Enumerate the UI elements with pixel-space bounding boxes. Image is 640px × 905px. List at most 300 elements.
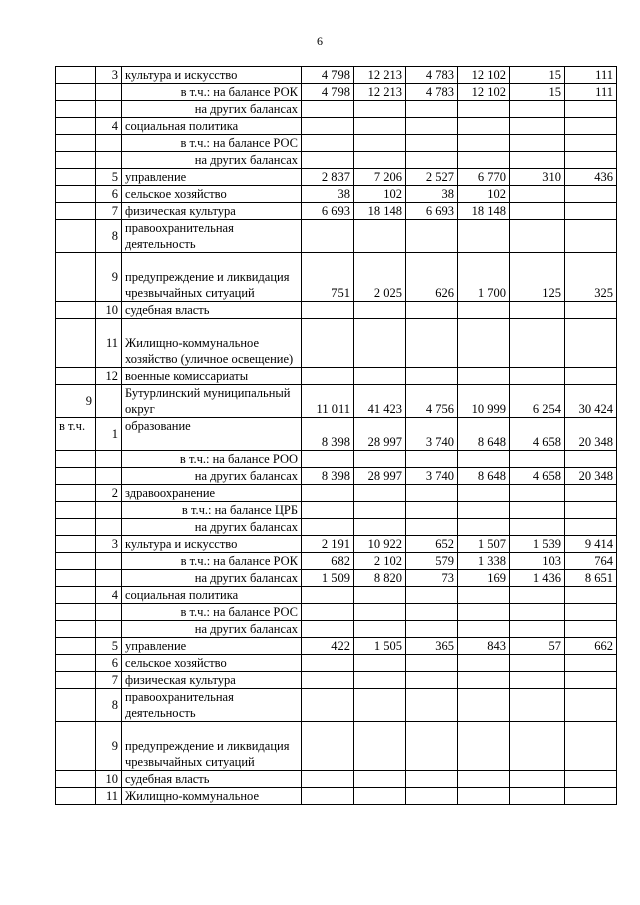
table-row — [56, 220, 617, 253]
value-cell: 15 — [510, 67, 565, 84]
value-cell — [354, 587, 406, 604]
row-number: 8 — [96, 689, 122, 722]
value-cell: 6 770 — [458, 169, 510, 186]
row-number: 4 — [96, 118, 122, 135]
value-cell: 4 658 — [510, 418, 565, 451]
row-number: 6 — [96, 186, 122, 203]
value-cell — [406, 368, 458, 385]
value-cell: 626 — [406, 253, 458, 302]
value-cell: 30 424 — [565, 385, 617, 418]
value-cell: 169 — [458, 570, 510, 587]
value-cell — [510, 101, 565, 118]
row-number: 11 — [96, 788, 122, 805]
value-cell — [510, 203, 565, 220]
value-cell — [354, 771, 406, 788]
value-cell: 12 102 — [458, 84, 510, 101]
value-cell — [406, 621, 458, 638]
value-cell — [565, 451, 617, 468]
value-cell: 102 — [458, 186, 510, 203]
row-group-label — [56, 186, 96, 203]
value-cell: 41 423 — [354, 385, 406, 418]
value-cell: 12 213 — [354, 67, 406, 84]
value-cell — [406, 788, 458, 805]
value-cell — [406, 451, 458, 468]
value-cell — [354, 689, 406, 722]
value-cell — [565, 368, 617, 385]
value-cell: 1 507 — [458, 536, 510, 553]
value-cell — [565, 152, 617, 169]
value-cell: 2 191 — [302, 536, 354, 553]
row-name: в т.ч.: на балансе РОК — [122, 553, 302, 570]
value-cell: 652 — [406, 536, 458, 553]
table-row — [56, 722, 617, 771]
value-cell — [565, 135, 617, 152]
row-number: 8 — [96, 220, 122, 253]
row-number: 7 — [96, 203, 122, 220]
row-group-label — [56, 368, 96, 385]
value-cell — [510, 502, 565, 519]
value-cell: 9 414 — [565, 536, 617, 553]
value-cell — [302, 519, 354, 536]
row-group-label — [56, 468, 96, 485]
row-name: управление — [122, 638, 302, 655]
value-cell: 2 837 — [302, 169, 354, 186]
value-cell: 38 — [302, 186, 354, 203]
page-number: 6 — [317, 34, 323, 48]
value-cell — [406, 485, 458, 502]
value-cell — [510, 135, 565, 152]
value-cell: 365 — [406, 638, 458, 655]
value-cell — [406, 220, 458, 253]
value-cell — [302, 118, 354, 135]
value-cell — [510, 368, 565, 385]
value-cell — [354, 604, 406, 621]
value-cell: 4 783 — [406, 84, 458, 101]
value-cell — [458, 220, 510, 253]
value-cell — [510, 771, 565, 788]
value-cell — [302, 788, 354, 805]
row-group-label — [56, 502, 96, 519]
row-name: сельское хозяйство — [122, 655, 302, 672]
value-cell: 8 820 — [354, 570, 406, 587]
value-cell — [565, 203, 617, 220]
table-row — [56, 135, 617, 152]
value-cell — [565, 302, 617, 319]
value-cell: 4 756 — [406, 385, 458, 418]
value-cell — [406, 771, 458, 788]
value-cell — [354, 152, 406, 169]
value-cell — [565, 672, 617, 689]
value-cell: 73 — [406, 570, 458, 587]
row-name: социальная политика — [122, 118, 302, 135]
value-cell: 1 539 — [510, 536, 565, 553]
row-name: на других балансах — [122, 621, 302, 638]
value-cell — [565, 502, 617, 519]
value-cell — [510, 788, 565, 805]
value-cell: 2 102 — [354, 553, 406, 570]
value-cell: 579 — [406, 553, 458, 570]
value-cell — [354, 368, 406, 385]
value-cell — [565, 587, 617, 604]
value-cell: 20 348 — [565, 418, 617, 451]
value-cell — [458, 689, 510, 722]
value-cell: 28 997 — [354, 468, 406, 485]
table-row — [56, 418, 617, 451]
value-cell: 102 — [354, 186, 406, 203]
value-cell: 10 999 — [458, 385, 510, 418]
value-cell: 4 658 — [510, 468, 565, 485]
value-cell — [458, 587, 510, 604]
value-cell: 662 — [565, 638, 617, 655]
value-cell: 38 — [406, 186, 458, 203]
table-row — [56, 672, 617, 689]
table-row — [56, 553, 617, 570]
value-cell: 751 — [302, 253, 354, 302]
row-number: 3 — [96, 67, 122, 84]
value-cell — [565, 689, 617, 722]
value-cell — [510, 118, 565, 135]
row-name: Бутурлинский муниципальный округ — [122, 385, 302, 418]
row-number: 5 — [96, 638, 122, 655]
table-row — [56, 169, 617, 186]
value-cell — [458, 672, 510, 689]
row-name: на других балансах — [122, 152, 302, 169]
value-cell — [302, 152, 354, 169]
value-cell — [302, 771, 354, 788]
table-row — [56, 152, 617, 169]
table-row — [56, 536, 617, 553]
value-cell: 11 011 — [302, 385, 354, 418]
value-cell — [510, 722, 565, 771]
value-cell — [458, 788, 510, 805]
value-cell — [354, 672, 406, 689]
row-name: предупреждение и ликвидация чрезвычайных ситуаций — [122, 722, 302, 771]
value-cell — [302, 722, 354, 771]
value-cell — [510, 220, 565, 253]
row-name: судебная власть — [122, 302, 302, 319]
value-cell — [458, 604, 510, 621]
value-cell — [458, 118, 510, 135]
value-cell — [565, 519, 617, 536]
value-cell: 1 436 — [510, 570, 565, 587]
value-cell — [302, 485, 354, 502]
row-number — [96, 101, 122, 118]
value-cell: 103 — [510, 553, 565, 570]
row-number: 9 — [96, 253, 122, 302]
row-group-label — [56, 118, 96, 135]
table-row — [56, 203, 617, 220]
table-row — [56, 101, 617, 118]
value-cell: 325 — [565, 253, 617, 302]
value-cell — [458, 135, 510, 152]
row-group-label — [56, 67, 96, 84]
row-name: Жилищно-коммунальное — [122, 788, 302, 805]
row-number — [96, 570, 122, 587]
value-cell: 111 — [565, 67, 617, 84]
table-row — [56, 186, 617, 203]
row-group-label — [56, 101, 96, 118]
row-group-label — [56, 553, 96, 570]
row-name: в т.ч.: на балансе РОС — [122, 604, 302, 621]
row-number — [96, 385, 122, 418]
value-cell — [458, 485, 510, 502]
table-row — [56, 118, 617, 135]
table-row — [56, 385, 617, 418]
value-cell — [302, 655, 354, 672]
row-name: социальная политика — [122, 587, 302, 604]
value-cell: 8 651 — [565, 570, 617, 587]
value-cell — [354, 655, 406, 672]
value-cell — [510, 689, 565, 722]
row-number — [96, 152, 122, 169]
value-cell — [458, 722, 510, 771]
value-cell — [406, 101, 458, 118]
value-cell — [565, 101, 617, 118]
value-cell — [302, 319, 354, 368]
row-group-label — [56, 485, 96, 502]
row-number — [96, 502, 122, 519]
row-group-label — [56, 638, 96, 655]
table-row — [56, 67, 617, 84]
value-cell — [406, 502, 458, 519]
value-cell — [406, 604, 458, 621]
row-number: 12 — [96, 368, 122, 385]
value-cell — [354, 220, 406, 253]
row-number: 6 — [96, 655, 122, 672]
value-cell — [354, 118, 406, 135]
row-name: на других балансах — [122, 570, 302, 587]
value-cell — [458, 655, 510, 672]
row-group-label — [56, 152, 96, 169]
row-name: военные комиссариаты — [122, 368, 302, 385]
value-cell — [302, 502, 354, 519]
value-cell — [565, 220, 617, 253]
value-cell: 4 798 — [302, 84, 354, 101]
table-row — [56, 519, 617, 536]
value-cell: 7 206 — [354, 169, 406, 186]
value-cell — [354, 788, 406, 805]
value-cell — [510, 519, 565, 536]
value-cell — [510, 451, 565, 468]
row-number: 9 — [96, 722, 122, 771]
row-name: в т.ч.: на балансе ЦРБ — [122, 502, 302, 519]
row-name: управление — [122, 169, 302, 186]
value-cell — [354, 722, 406, 771]
value-cell: 18 148 — [458, 203, 510, 220]
value-cell — [406, 519, 458, 536]
table-row — [56, 368, 617, 385]
value-cell — [354, 319, 406, 368]
table-row — [56, 302, 617, 319]
row-group-label: в т.ч. — [56, 418, 96, 451]
value-cell: 111 — [565, 84, 617, 101]
value-cell — [406, 587, 458, 604]
table-row — [56, 655, 617, 672]
value-cell — [302, 587, 354, 604]
row-group-label — [56, 689, 96, 722]
row-number: 4 — [96, 587, 122, 604]
row-number: 10 — [96, 302, 122, 319]
value-cell — [302, 101, 354, 118]
value-cell — [565, 655, 617, 672]
value-cell — [510, 319, 565, 368]
value-cell — [302, 302, 354, 319]
table-row — [56, 587, 617, 604]
value-cell — [302, 672, 354, 689]
row-number — [96, 468, 122, 485]
value-cell — [458, 368, 510, 385]
value-cell — [354, 302, 406, 319]
row-name: в т.ч.: на балансе РОО — [122, 451, 302, 468]
row-name: физическая культура — [122, 203, 302, 220]
row-name: предупреждение и ликвидация чрезвычайных ситуаций — [122, 253, 302, 302]
value-cell — [510, 672, 565, 689]
value-cell: 12 213 — [354, 84, 406, 101]
row-group-label — [56, 788, 96, 805]
value-cell: 6 254 — [510, 385, 565, 418]
value-cell: 1 509 — [302, 570, 354, 587]
value-cell: 3 740 — [406, 468, 458, 485]
row-number — [96, 553, 122, 570]
value-cell: 12 102 — [458, 67, 510, 84]
row-name: Жилищно-коммунальное хозяйство (уличное освещение) — [122, 319, 302, 368]
value-cell — [510, 655, 565, 672]
row-group-label — [56, 519, 96, 536]
value-cell — [565, 186, 617, 203]
value-cell — [458, 621, 510, 638]
value-cell — [565, 604, 617, 621]
value-cell — [458, 502, 510, 519]
value-cell — [406, 689, 458, 722]
table-row — [56, 319, 617, 368]
value-cell — [406, 152, 458, 169]
value-cell: 57 — [510, 638, 565, 655]
value-cell — [565, 485, 617, 502]
value-cell — [458, 319, 510, 368]
value-cell — [458, 302, 510, 319]
value-cell: 6 693 — [406, 203, 458, 220]
row-group-label — [56, 253, 96, 302]
row-group-label — [56, 672, 96, 689]
value-cell — [302, 451, 354, 468]
row-name: правоохранительная деятельность — [122, 220, 302, 253]
row-group-label — [56, 451, 96, 468]
value-cell: 10 922 — [354, 536, 406, 553]
value-cell: 8 398 — [302, 468, 354, 485]
value-cell: 8 648 — [458, 468, 510, 485]
row-group-label — [56, 621, 96, 638]
value-cell — [302, 368, 354, 385]
table-row — [56, 788, 617, 805]
value-cell: 28 997 — [354, 418, 406, 451]
value-cell — [458, 451, 510, 468]
row-group-label — [56, 536, 96, 553]
value-cell — [458, 519, 510, 536]
row-group-label — [56, 771, 96, 788]
value-cell — [565, 771, 617, 788]
value-cell: 310 — [510, 169, 565, 186]
value-cell — [510, 604, 565, 621]
value-cell — [406, 672, 458, 689]
row-name: в т.ч.: на балансе РОК — [122, 84, 302, 101]
row-number: 10 — [96, 771, 122, 788]
table-row — [56, 771, 617, 788]
value-cell — [302, 135, 354, 152]
row-number: 3 — [96, 536, 122, 553]
value-cell — [354, 135, 406, 152]
value-cell — [510, 302, 565, 319]
table-row — [56, 689, 617, 722]
value-cell: 8 398 — [302, 418, 354, 451]
row-number — [96, 604, 122, 621]
value-cell — [565, 621, 617, 638]
value-cell: 15 — [510, 84, 565, 101]
row-number — [96, 519, 122, 536]
value-cell — [302, 621, 354, 638]
value-cell: 682 — [302, 553, 354, 570]
table-row — [56, 485, 617, 502]
value-cell: 3 740 — [406, 418, 458, 451]
table-row — [56, 570, 617, 587]
table-row — [56, 253, 617, 302]
row-group-label — [56, 655, 96, 672]
row-group-label — [56, 722, 96, 771]
value-cell — [354, 621, 406, 638]
value-cell: 20 348 — [565, 468, 617, 485]
row-number — [96, 135, 122, 152]
value-cell — [406, 655, 458, 672]
row-number: 2 — [96, 485, 122, 502]
row-name: на других балансах — [122, 519, 302, 536]
value-cell: 764 — [565, 553, 617, 570]
value-cell: 4 798 — [302, 67, 354, 84]
value-cell — [510, 621, 565, 638]
row-number: 1 — [96, 418, 122, 451]
budget-table — [55, 66, 617, 805]
value-cell — [406, 118, 458, 135]
row-number: 5 — [96, 169, 122, 186]
row-name: на других балансах — [122, 101, 302, 118]
value-cell — [406, 302, 458, 319]
value-cell — [302, 220, 354, 253]
value-cell — [354, 502, 406, 519]
table-row — [56, 638, 617, 655]
value-cell — [302, 604, 354, 621]
row-number: 11 — [96, 319, 122, 368]
row-group-label — [56, 84, 96, 101]
row-number — [96, 84, 122, 101]
value-cell: 422 — [302, 638, 354, 655]
row-name: образование — [122, 418, 302, 451]
table-row — [56, 451, 617, 468]
value-cell — [354, 485, 406, 502]
row-name: физическая культура — [122, 672, 302, 689]
row-group-label — [56, 169, 96, 186]
value-cell — [458, 152, 510, 169]
row-number — [96, 621, 122, 638]
value-cell: 436 — [565, 169, 617, 186]
value-cell — [510, 152, 565, 169]
value-cell: 2 527 — [406, 169, 458, 186]
row-number: 7 — [96, 672, 122, 689]
table-row — [56, 621, 617, 638]
value-cell — [302, 689, 354, 722]
row-name: здравоохранение — [122, 485, 302, 502]
value-cell: 4 783 — [406, 67, 458, 84]
value-cell — [458, 101, 510, 118]
value-cell: 1 338 — [458, 553, 510, 570]
value-cell — [510, 485, 565, 502]
